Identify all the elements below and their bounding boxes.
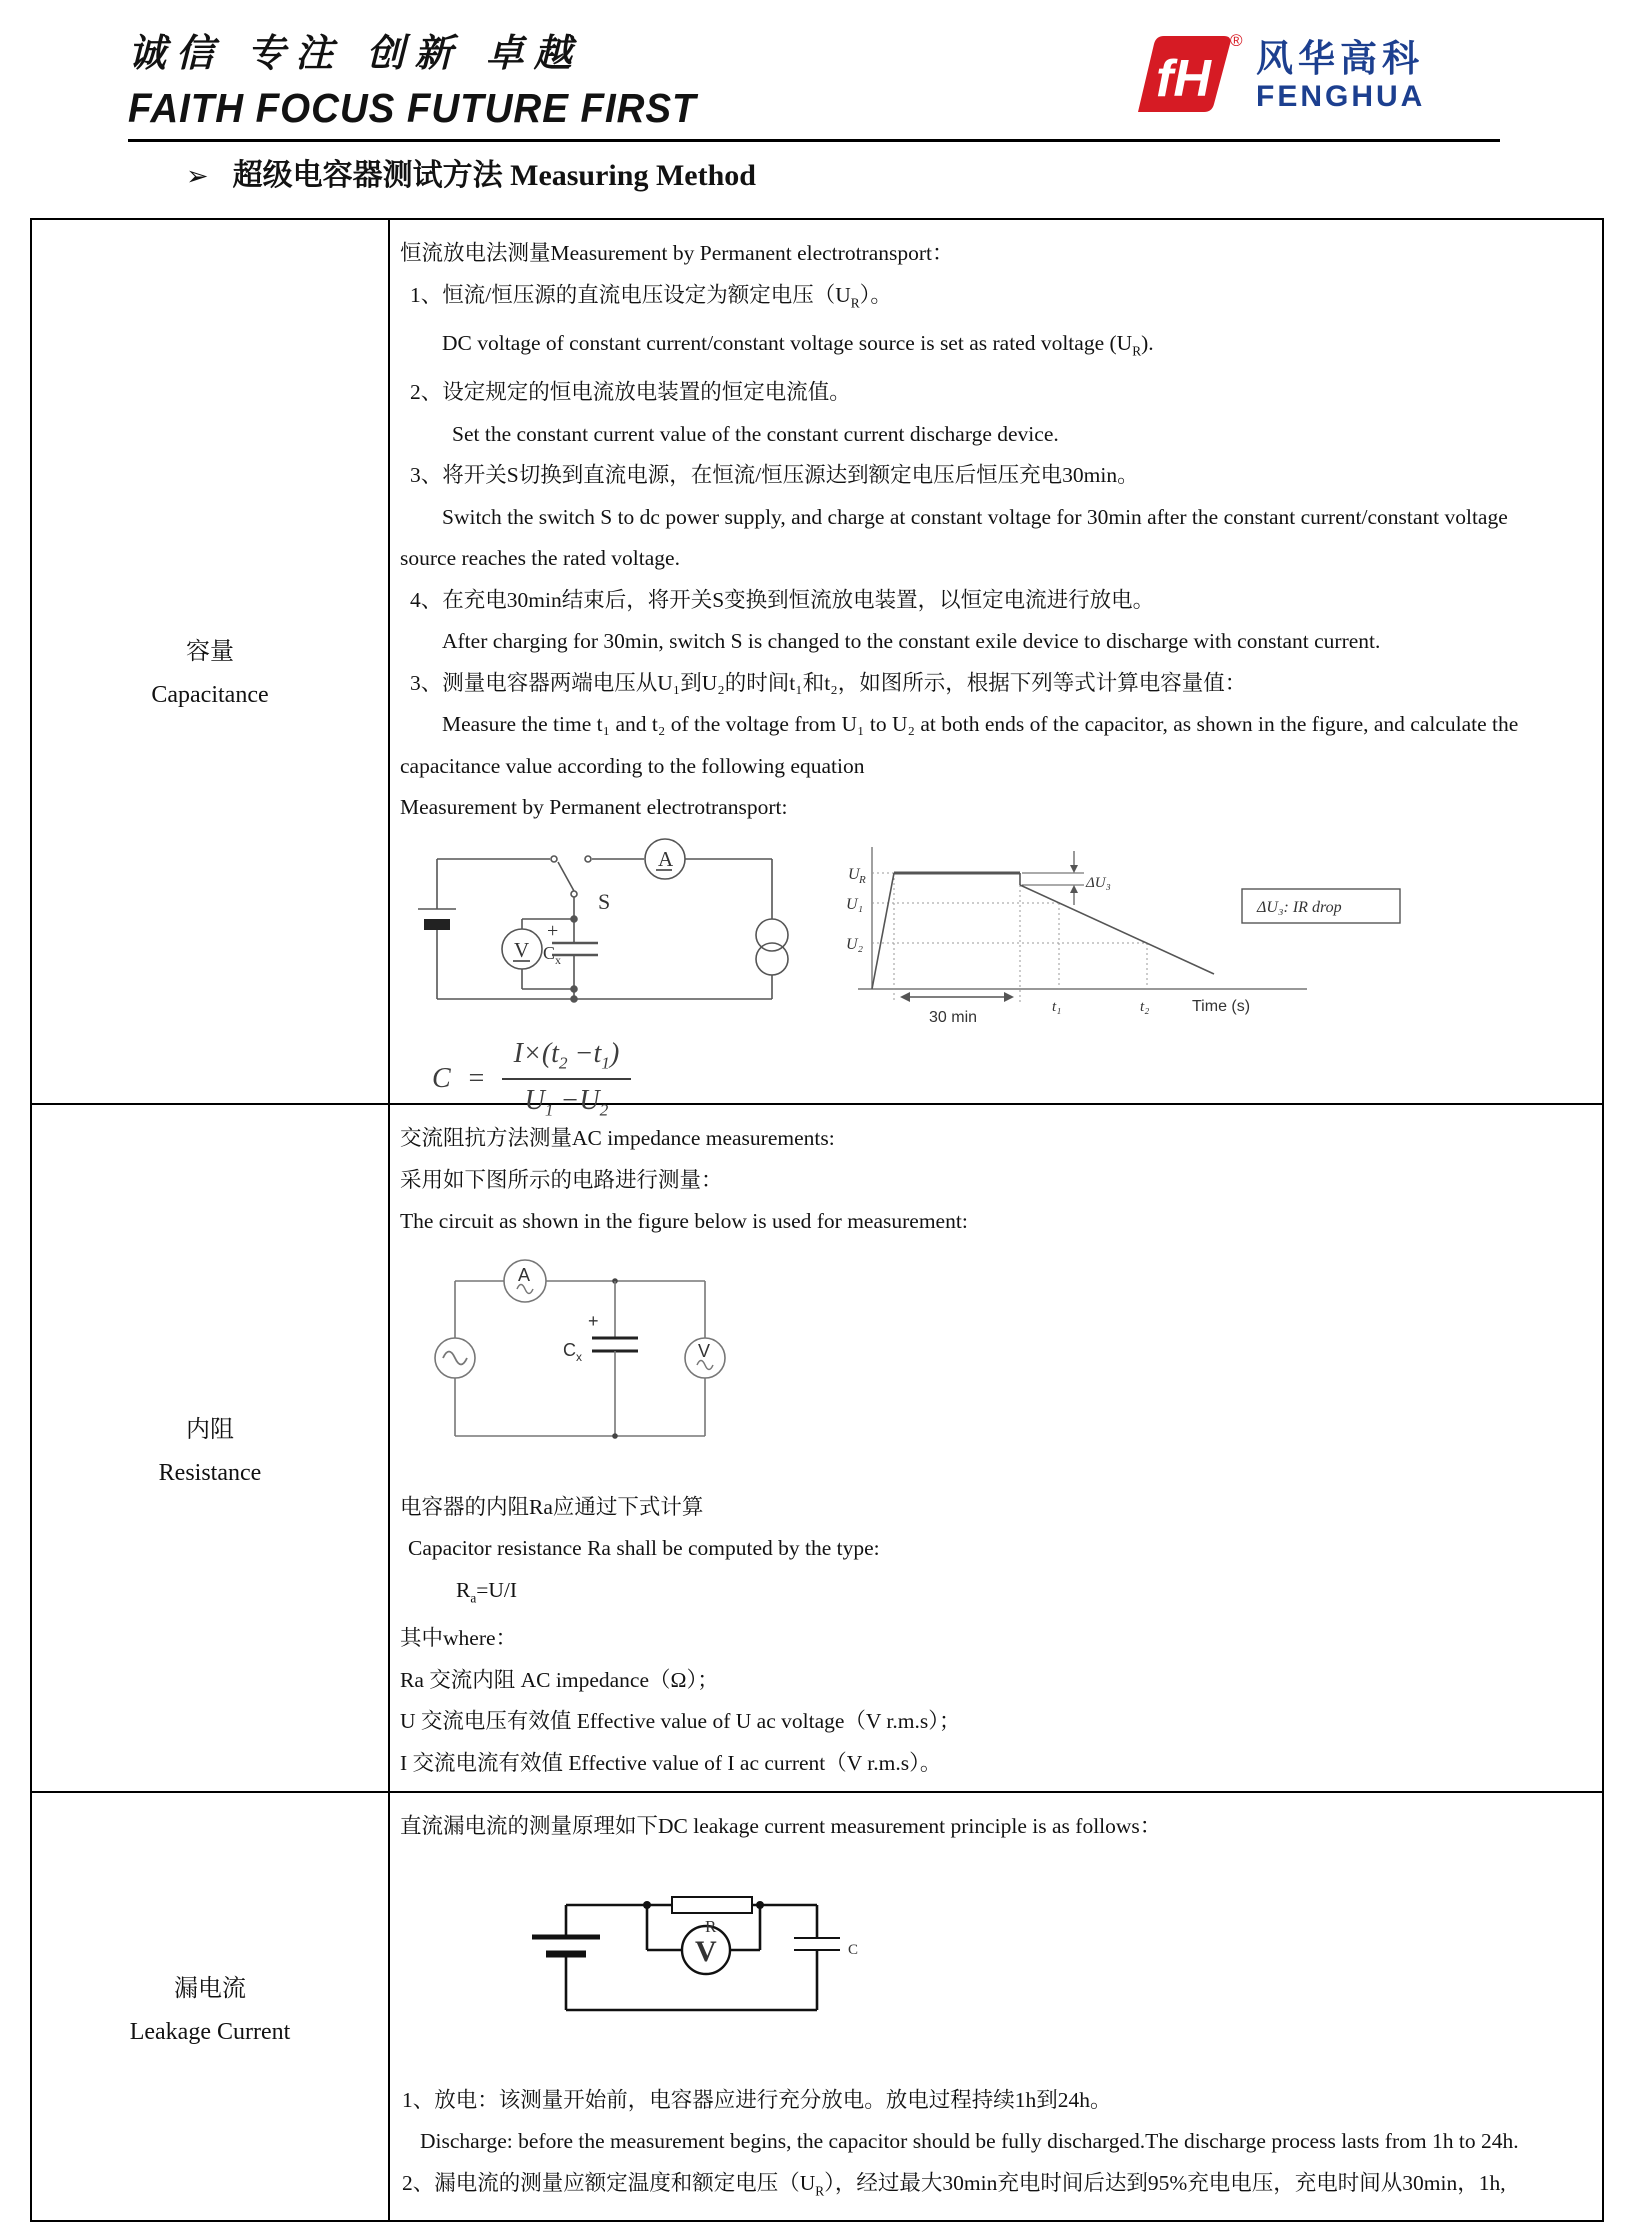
text-line [400,233,1602,275]
fenghua-logo [1126,30,1425,122]
content-cell-leakage [390,1793,1602,2220]
text-line [400,704,1602,746]
text-segment: −U [553,1085,600,1117]
capacitor-label-sub: x [576,1349,582,1364]
graph-t2-label: t₂ [1140,998,1150,1015]
text-line [400,580,1602,622]
subscript: R [815,2182,825,2198]
graph-ur-label: U [848,865,860,883]
capacitance-circuit-and-graph-figure [402,831,1602,1026]
text-segment: Measurement by Permanent electrotransport: [400,795,788,820]
subscript: R [850,294,860,310]
text-segment: U [524,1085,545,1117]
header [128,22,733,132]
plus-sign: + [547,919,559,942]
text-segment: =U/I [476,1577,518,1602]
capacitor-label: C [543,942,556,963]
capacitor-label: C [848,1941,859,1958]
subscript: 2 [599,1100,609,1120]
subscript: 1 [601,1053,610,1073]
formula-lhs: C [432,1063,451,1095]
capacitance-text-block [400,233,1602,829]
text-segment: 采用如下图所示的电路进行测量： [400,1167,723,1192]
text-line [400,1528,1598,1570]
ammeter-label: A [518,1264,531,1285]
text-line [400,414,1602,456]
slogan-english: FAITH FOCUS FUTURE FIRST [128,85,697,131]
capacitor-label-sub: x [555,952,561,967]
graph-t1-label: t₁ [1052,998,1062,1015]
arrow-bullet-icon: ➢ [186,161,209,192]
text-line [400,455,1602,497]
ac-impedance-circuit-figure [430,1261,740,1461]
subscript: R [1132,343,1142,359]
plus-sign: + [588,1310,599,1331]
row-label-en: Capacitance [151,682,269,709]
text-line [400,663,1602,705]
content-cell-capacitance [390,220,1606,1121]
text-segment: 1、放电：该测量开始前，电容器应进行充分放电。放电过程持续1h到24h。 [402,2087,1112,2112]
content-cell-resistance [390,1105,1602,1791]
fenghua-logo-mark-icon [1126,30,1244,122]
text-segment: 1、恒流/恒压源的直流电压设定为额定电压（U [410,282,851,307]
resistor-label: R [705,1916,717,1936]
text-line [400,1701,1598,1743]
text-line [400,1487,1598,1529]
text-segment: −t [567,1037,602,1069]
text-segment: capacitance value according to the following equation [400,753,865,778]
row-label-cn: 容量 [186,639,234,666]
row-label-en: Resistance [158,1460,262,1486]
formula-equals: = [466,1063,486,1095]
text-segment: DC voltage of constant current/constant voltage source is set as rated voltage (U [442,331,1133,356]
graph-note-box: ΔU₃: IR drop [1257,898,1342,916]
header-divider [128,139,1500,142]
text-segment: ）。 [859,282,892,307]
graph-ur-sub: R [859,873,866,886]
text-segment: 直流漏电流的测量原理如下DC leakage current measurement principle is as follows： [400,1814,1162,1838]
text-line [400,1618,1598,1660]
voltmeter-label: V [695,1934,717,1968]
text-line [400,323,1602,372]
text-line [400,1806,1598,1848]
text-segment: ). [1141,331,1154,356]
text-segment: 3、将开关S切换到直流电源，在恒流/恒压源达到额定电压后恒压充电30min。 [410,463,1139,488]
table-row-capacitance [32,220,1602,1120]
text-line [400,497,1602,539]
text-line [400,1570,1598,1619]
text-segment: source reaches the rated voltage. [400,546,680,571]
text-segment: Switch the switch S to dc power supply, and charge at constant voltage for 30min after the constant current/constant voltage [442,504,1508,529]
text-line [400,1743,1598,1785]
row-label-en: Leakage Current [129,2018,291,2045]
leakage-text-block-2 [400,2080,1598,2212]
text-segment: 2、漏电流的测量应额定温度和额定电压（U [402,2170,816,2195]
text-line [400,1160,1598,1202]
leakage-current-circuit-figure [512,1890,862,2022]
ammeter-label: A [658,846,674,871]
text-segment: 交流阻抗方法测量AC impedance measurements: [400,1126,835,1150]
graph-xaxis-label: Time (s) [1192,997,1251,1015]
registered-mark-icon: ® [1230,31,1243,50]
text-segment: 4、在充电30min结束后，将开关S变换到恒流放电装置，以恒定电流进行放电。 [410,587,1155,612]
measuring-method-table [30,218,1604,2222]
label-cell-leakage [32,1793,390,2220]
text-line [400,621,1602,663]
subscript: 1 [544,1100,554,1120]
label-cell-capacitance [32,220,390,1121]
text-segment: I×(t [513,1037,559,1069]
text-segment: Ra 交流内阻 AC impedance（Ω）； [400,1667,719,1692]
voltmeter-label: V [698,1340,711,1361]
text-segment: 恒流放电法测量Measurement by Permanent electrotransport： [400,241,954,265]
leakage-circuit [532,1897,840,2010]
subscript: 2 [558,1053,568,1073]
graph-u1-label: U₁ [846,895,864,913]
text-line [400,2163,1598,2212]
text-segment: 电容器的内阻Ra应通过下式计算 [400,1494,704,1519]
text-segment: The circuit as shown in the figure below is used for measurement: [400,1209,968,1233]
text-line [400,746,1602,788]
text-line [400,372,1602,414]
text-line [400,2121,1598,2163]
text-segment: Discharge: before the measurement begins, the capacitor should be fully discharged.The discharge process lasts from 1h to 24h. [420,2129,1519,2153]
switch-label: S [598,888,611,914]
text-segment: Capacitor resistance Ra shall be computed by the type: [408,1536,880,1560]
capacitor-label: C [563,1339,576,1360]
text-segment: 2、设定规定的恒电流放电装置的恒定电流值。 [410,380,851,405]
text-segment: Measure the time t₁ and t₂ of the voltage from U₁ to U₂ at both ends of the capacitor, as shown in the figure, and calculate the [442,712,1519,737]
label-cell-resistance [32,1105,390,1791]
slogan-chinese: 诚信 专注 创新 卓越 [128,30,582,75]
text-segment: U 交流电压有效值 Effective value of U ac voltage（V r.m.s）； [400,1709,961,1734]
page-title: 超级电容器测试方法 Measuring Method [232,159,756,192]
subscript: a [470,1589,477,1605]
resistance-text-block-2 [400,1487,1598,1785]
voltmeter-label: V [514,937,530,962]
logo-text [1256,37,1426,113]
text-segment: After charging for 30min, switch S is changed to the constant exile device to discharge with constant current. [442,629,1381,654]
text-segment: 3、测量电容器两端电压从U₁到U₂的时间t₁和t₂，如图所示，根据下列等式计算电容量值： [410,670,1247,695]
leakage-text-block-1 [400,1806,1598,1848]
logo-name-cn: 风华高科 [1256,37,1424,79]
text-segment: ) [609,1037,620,1069]
resistance-text-block-1 [400,1118,1598,1243]
text-line [400,2080,1598,2122]
text-segment: Set the constant current value of the constant current discharge device. [452,421,1059,446]
graph-u2-label: U₂ [846,935,864,953]
text-segment: R [456,1577,471,1602]
graph-span-label: 30 min [929,1008,978,1026]
text-line [400,1118,1598,1160]
charge-discharge-graph [846,847,1400,1026]
text-segment: ），经过最大30min充电时间后达到95%充电电压，充电时间从30min，1h, [824,2170,1506,2195]
formula-numerator [502,1038,632,1081]
logo-monogram: fH [1156,50,1211,108]
text-segment: 其中where： [400,1626,518,1651]
text-line [400,1201,1598,1243]
capacitance-circuit [418,839,788,1002]
table-row-resistance [32,1100,1602,1791]
text-line [400,275,1602,324]
row-label-cn: 漏电流 [174,1975,246,2002]
text-segment: I 交流电流有效值 Effective value of I ac current（V r.m.s）。 [400,1750,942,1775]
row-label-cn: 内阻 [186,1417,234,1443]
text-line [400,538,1602,580]
graph-delta-label: ΔU₃ [1086,874,1111,891]
title-row [186,150,756,194]
text-line [400,1660,1598,1702]
logo-name-en: FENGHUA [1256,79,1426,113]
table-row-leakage [32,1791,1602,2220]
text-line [400,787,1602,829]
